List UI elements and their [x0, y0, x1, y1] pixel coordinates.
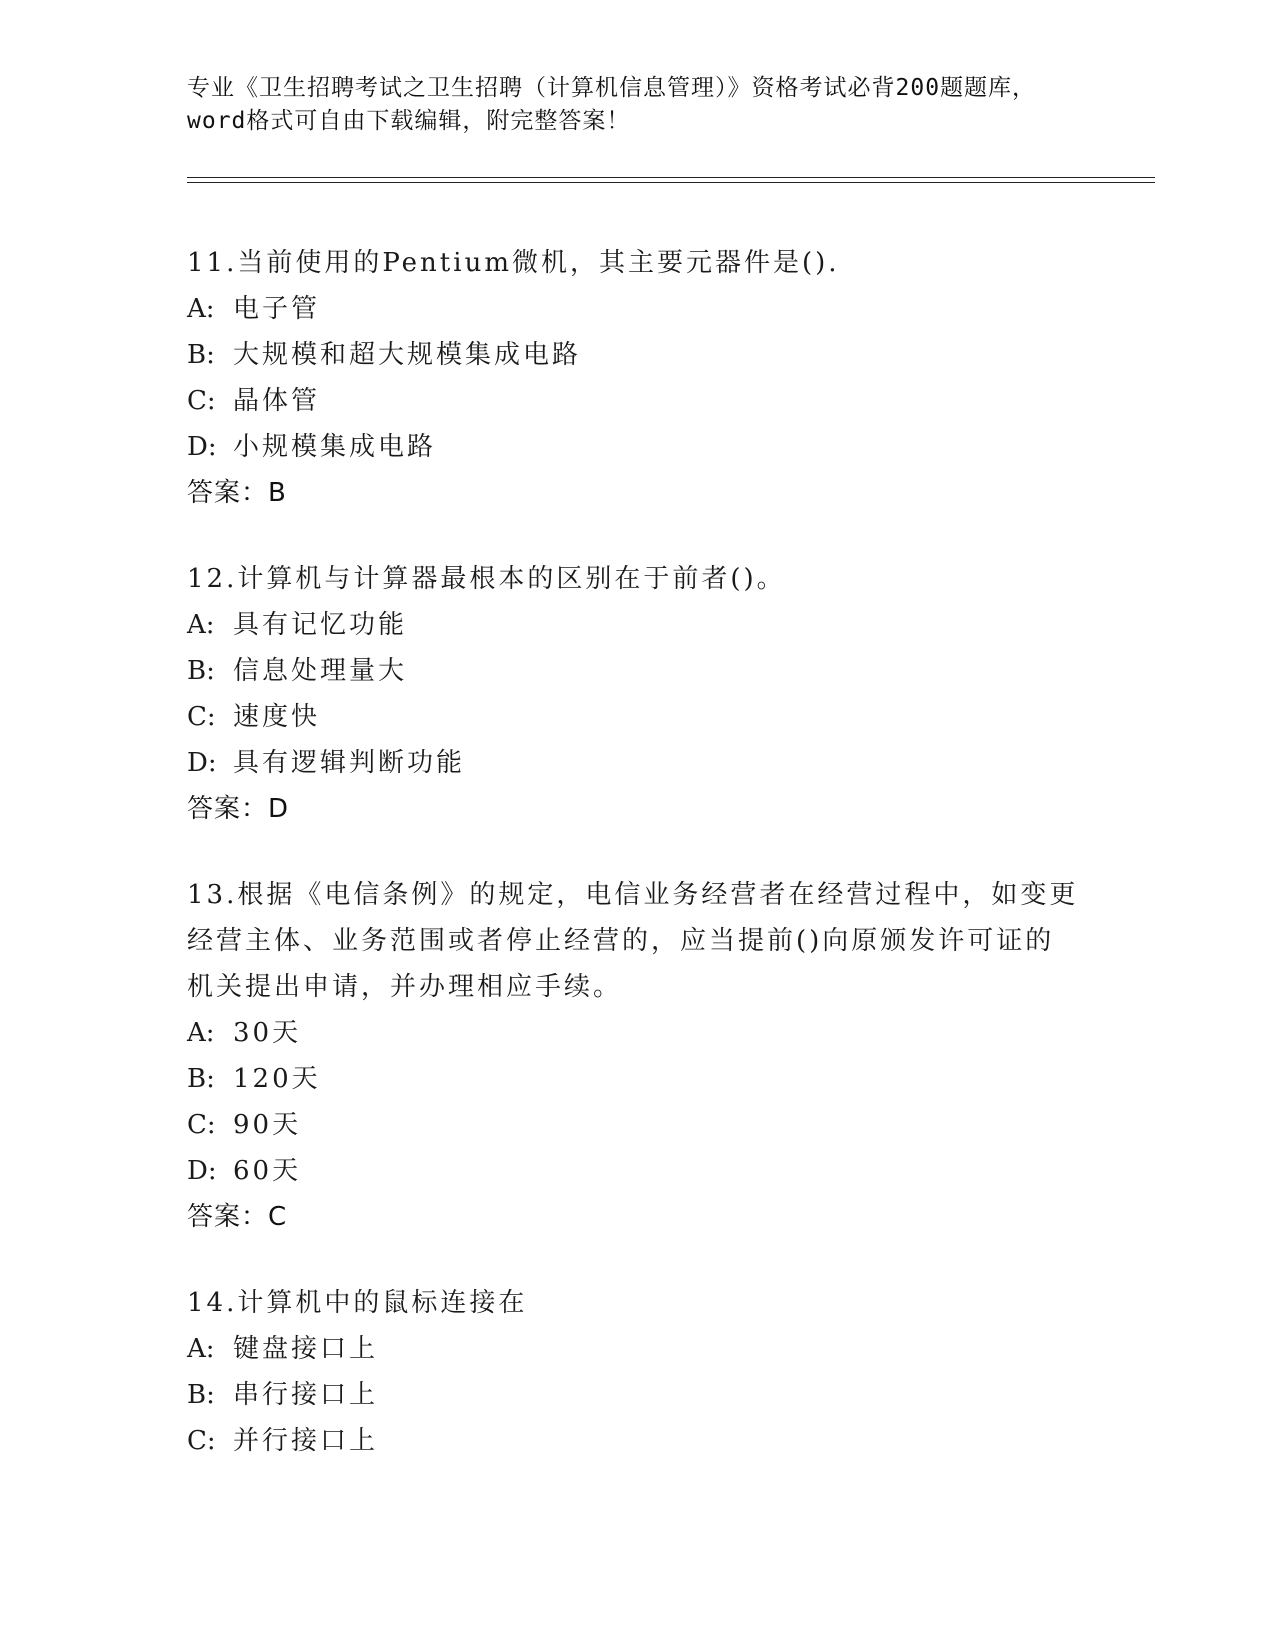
header-line-2: word格式可自由下载编辑，附完整答案！ — [187, 108, 631, 134]
question-stem: 机关提出申请，并办理相应手续。 — [187, 972, 623, 1002]
document-header — [187, 72, 1087, 138]
option-letter: A: — [187, 1334, 215, 1364]
answer-option — [187, 1102, 1087, 1148]
answer-option — [187, 1372, 1087, 1418]
question-stem: 13.根据《电信条例》的规定，电信业务经营者在经营过程中，如变更 — [187, 880, 1079, 910]
option-letter: B: — [187, 1064, 215, 1094]
option-text: 120天 — [233, 1064, 321, 1094]
option-letter: A: — [187, 1018, 215, 1048]
option-letter: D: — [187, 1156, 217, 1186]
question-stem: 12.计算机与计算器最根本的区别在于前者()。 — [187, 564, 786, 594]
option-letter: B: — [187, 656, 215, 686]
option-text: 键盘接口上 — [233, 1334, 379, 1364]
question-list — [187, 240, 1087, 1504]
option-letter: A: — [187, 610, 215, 640]
question-stem: 11.当前使用的Pentium微机，其主要元器件是(). — [187, 248, 840, 278]
answer-option — [187, 424, 1087, 470]
question-block — [187, 1280, 1087, 1464]
answer-option — [187, 332, 1087, 378]
option-text: 信息处理量大 — [233, 656, 408, 686]
option-text: 并行接口上 — [233, 1426, 379, 1456]
header-divider-bottom — [187, 182, 1155, 183]
answer-option — [187, 378, 1087, 424]
answer-option — [187, 740, 1087, 786]
answer-option — [187, 286, 1087, 332]
option-text: 小规模集成电路 — [233, 432, 437, 462]
option-text: 晶体管 — [233, 386, 321, 416]
option-text: 60天 — [233, 1156, 302, 1186]
question-block — [187, 556, 1087, 832]
option-text: 具有记忆功能 — [233, 610, 408, 640]
option-text: 大规模和超大规模集成电路 — [233, 340, 582, 370]
option-letter: D: — [187, 748, 217, 778]
answer-key: 答案：C — [187, 1202, 288, 1232]
option-letter: C: — [187, 1110, 216, 1140]
option-letter: A: — [187, 294, 215, 324]
question-stem: 14.计算机中的鼠标连接在 — [187, 1288, 528, 1318]
answer-key: 答案：D — [187, 794, 290, 824]
option-text: 串行接口上 — [233, 1380, 379, 1410]
answer-option — [187, 1326, 1087, 1372]
option-letter: B: — [187, 1380, 215, 1410]
option-text: 具有逻辑判断功能 — [233, 748, 466, 778]
answer-option — [187, 1010, 1087, 1056]
answer-option — [187, 602, 1087, 648]
answer-key: 答案：B — [187, 478, 287, 508]
answer-option — [187, 1148, 1087, 1194]
header-line-1: 专业《卫生招聘考试之卫生招聘（计算机信息管理）》资格考试必背200题题库， — [187, 75, 1037, 101]
answer-option — [187, 694, 1087, 740]
answer-option — [187, 1056, 1087, 1102]
question-stem: 经营主体、业务范围或者停止经营的，应当提前()向原颁发许可证的 — [187, 926, 1055, 956]
question-block — [187, 240, 1087, 516]
option-text: 90天 — [233, 1110, 302, 1140]
answer-option — [187, 648, 1087, 694]
option-text: 速度快 — [233, 702, 321, 732]
option-letter: B: — [187, 340, 215, 370]
question-block — [187, 872, 1087, 1240]
option-text: 30天 — [233, 1018, 302, 1048]
option-letter: C: — [187, 386, 216, 416]
answer-option — [187, 1418, 1087, 1464]
option-letter: C: — [187, 1426, 216, 1456]
option-letter: C: — [187, 702, 216, 732]
option-letter: D: — [187, 432, 217, 462]
header-divider-top — [187, 177, 1155, 178]
option-text: 电子管 — [233, 294, 321, 324]
